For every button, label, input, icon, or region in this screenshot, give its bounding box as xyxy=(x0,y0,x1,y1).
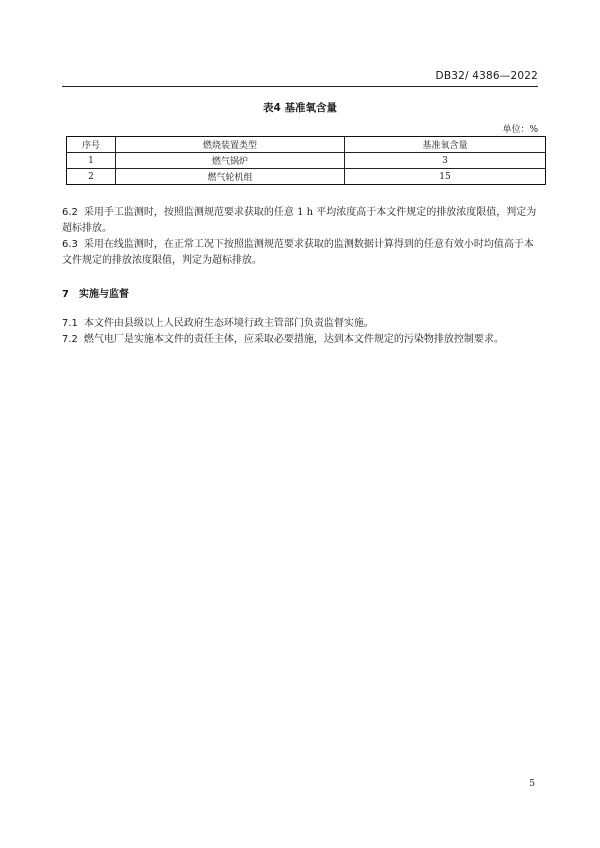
clause-7-1 xyxy=(62,316,542,332)
section-number: 7 xyxy=(62,289,69,300)
clause-number: 6.2 xyxy=(62,207,78,218)
page-number: 5 xyxy=(529,779,535,789)
section-7-heading xyxy=(62,285,129,300)
clause-7-2 xyxy=(62,332,542,348)
clause-number: 7.1 xyxy=(62,318,78,329)
table-title: 表4 基准氧含量 xyxy=(263,102,337,114)
column-header-number: 序号 xyxy=(67,137,116,153)
oxygen-content-table xyxy=(66,136,546,185)
table-header-row xyxy=(67,137,546,153)
clause-number: 6.3 xyxy=(62,239,78,250)
clause-text: 燃气电厂是实施本文件的责任主体，应采取必要措施，达到本文件规定的污染物排放控制要求。 xyxy=(83,334,504,345)
section-title: 实施与监督 xyxy=(78,289,129,300)
cell-device-type: 燃气锅炉 xyxy=(116,153,345,169)
clause-number: 7.2 xyxy=(62,334,78,345)
cell-number: 2 xyxy=(67,169,116,185)
table-row xyxy=(67,169,546,185)
cell-oxygen-content: 15 xyxy=(345,169,546,185)
clause-text: 本文件由县级以上人民政府生态环境行政主管部门负责监督实施。 xyxy=(83,318,374,329)
clause-6-3 xyxy=(62,237,542,269)
column-header-device-type: 燃烧装置类型 xyxy=(116,137,345,153)
cell-oxygen-content: 3 xyxy=(345,153,546,169)
table-unit: 单位：% xyxy=(502,125,538,135)
cell-device-type: 燃气轮机组 xyxy=(116,169,345,185)
cell-number: 1 xyxy=(67,153,116,169)
clause-6-2 xyxy=(62,205,542,237)
header-divider xyxy=(62,86,538,87)
column-header-oxygen-content: 基准氧含量 xyxy=(345,137,546,153)
table-row xyxy=(67,153,546,169)
document-code: DB32/ 4386—2022 xyxy=(435,70,538,82)
clause-text: 采用手工监测时，按照监测规范要求获取的任意 1 h 平均浓度高于本文件规定的排放浓度限值，判定为超标排放。 xyxy=(62,207,537,234)
clause-text: 采用在线监测时，在正常工况下按照监测规范要求获取的监测数据计算得到的任意有效小时均值高于本文件规定的排放浓度限值，判定为超标排放。 xyxy=(62,239,534,266)
